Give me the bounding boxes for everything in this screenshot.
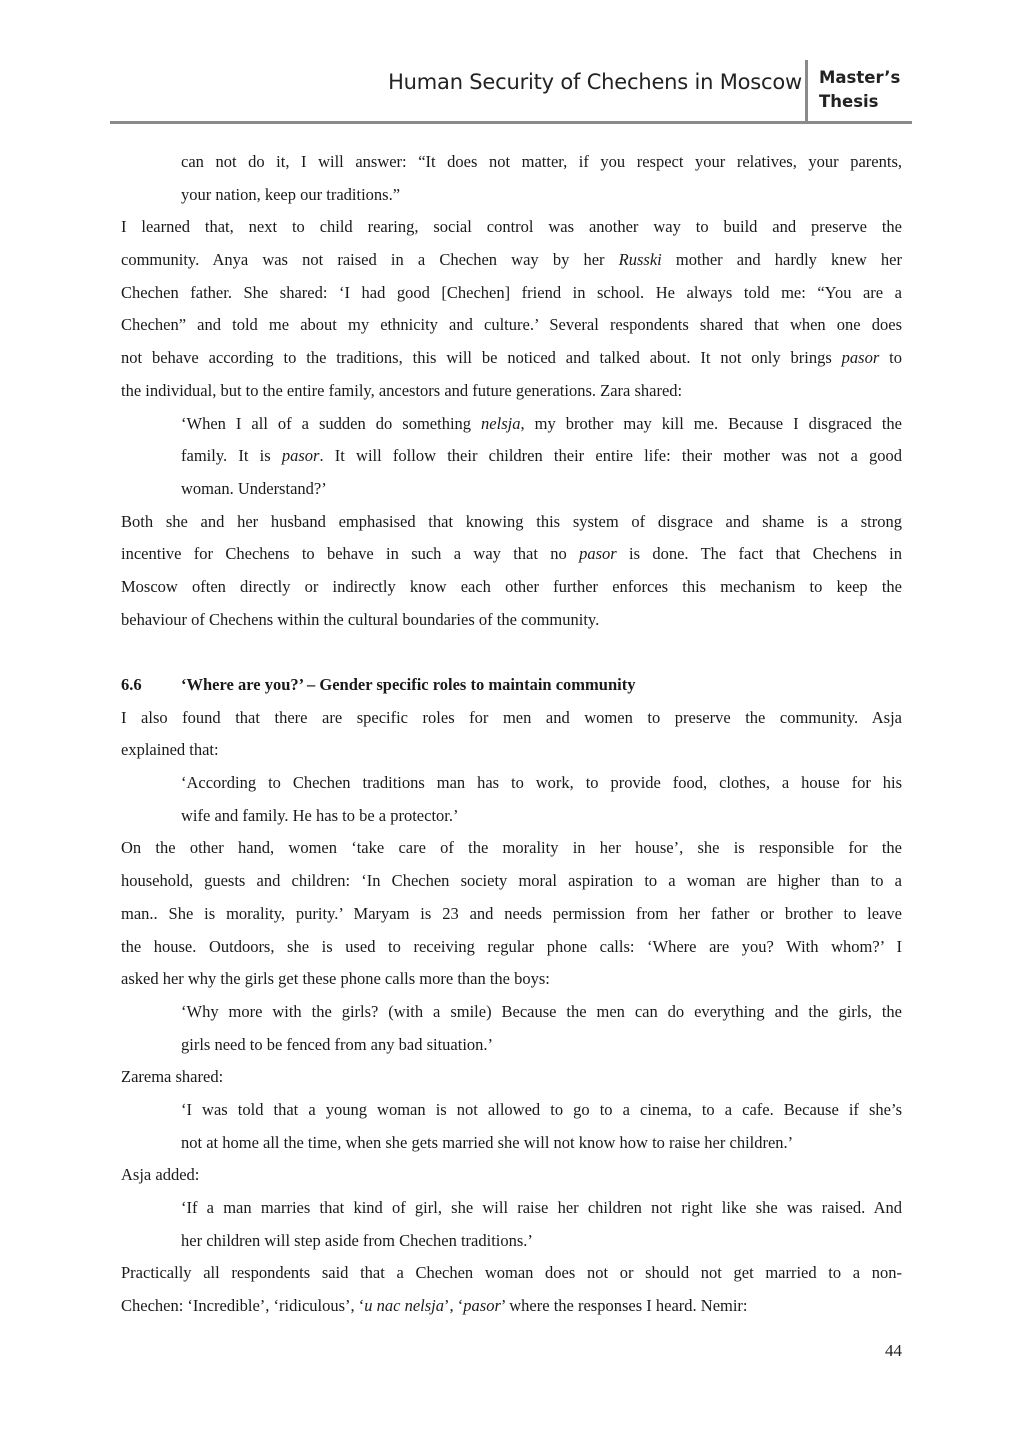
block-quote-line: woman. Understand?’ xyxy=(181,478,327,498)
section-heading xyxy=(121,669,902,702)
section-spacer xyxy=(121,636,902,669)
text-run: community. Anya was not raised in a Chechen way by her xyxy=(121,250,619,270)
paragraph-line: household, guests and children: ‘In Chechen society moral aspiration to a woman are higher than to a xyxy=(121,871,902,891)
text-run: , my brother may kill me. Because I disgraced the xyxy=(520,413,902,433)
page-number: 44 xyxy=(885,1341,902,1360)
paragraph-line: Practically all respondents said that a Chechen woman does not or should not get married to a non- xyxy=(121,1263,902,1283)
paragraph-line xyxy=(121,1290,902,1323)
block-quote-line xyxy=(121,408,902,441)
text-run: to xyxy=(879,348,902,368)
paragraph-line: Chechen” and told me about my ethnicity and culture.’ Several respondents shared that when one does xyxy=(121,315,902,335)
text-run: ’, ‘ xyxy=(444,1296,464,1316)
thesis-label-line1: Master’s xyxy=(819,68,901,87)
block-quote-line: your nation, keep our traditions.” xyxy=(181,184,401,204)
paragraph-line: I also found that there are specific roles for men and women to preserve the community. Asja xyxy=(121,707,902,727)
paragraph-line: On the other hand, women ‘take care of the morality in her house’, she is responsible for the xyxy=(121,838,902,858)
block-quote-line: ‘According to Chechen traditions man has to work, to provide food, clothes, a house for his xyxy=(181,773,902,793)
section-number: 6.6 xyxy=(121,675,142,694)
italic-term: Russki xyxy=(618,250,662,270)
running-title: Human Security of Chechens in Moscow xyxy=(388,70,802,94)
paragraph-line: the individual, but to the entire family, ancestors and future generations. Zara shared: xyxy=(121,380,683,400)
running-header xyxy=(110,60,912,124)
italic-term: pasor xyxy=(841,348,880,368)
italic-term: pasor xyxy=(579,544,617,564)
paragraph-line: man.. She is morality, purity.’ Maryam is 23 and needs permission from her father or brother to leave xyxy=(121,903,902,923)
paragraph-line xyxy=(121,538,902,571)
thesis-label-line2: Thesis xyxy=(819,92,879,111)
body-text xyxy=(121,146,902,1323)
text-run: ’ where the responses I heard. Nemir: xyxy=(500,1296,748,1316)
paragraph-line: asked her why the girls get these phone calls more than the boys: xyxy=(121,969,550,989)
paragraph-line: Moscow often directly or indirectly know each other further enforces this mechanism to keep the xyxy=(121,576,902,596)
text-run: is done. The fact that Chechens in xyxy=(616,544,902,564)
paragraph-line xyxy=(121,342,902,375)
paragraph-line: Asja added: xyxy=(121,1165,200,1185)
text-run: incentive for Chechens to behave in such a way that no xyxy=(121,544,580,564)
block-quote-line: wife and family. He has to be a protector.’ xyxy=(181,805,459,825)
paragraph-line: explained that: xyxy=(121,740,219,760)
paragraph-line: Zarema shared: xyxy=(121,1067,224,1087)
paragraph-line: I learned that, next to child rearing, social control was another way to build and preserve the xyxy=(121,217,902,237)
paragraph-line xyxy=(121,244,902,277)
section-title: ‘Where are you?’ – Gender specific roles to maintain community xyxy=(181,675,636,694)
paragraph-line: Chechen father. She shared: ‘I had good [Chechen] friend in school. He always told me: “You are a xyxy=(121,282,902,302)
text-run: . It will follow their children their entire life: their mother was not a good xyxy=(319,446,902,466)
text-run: ‘When I all of a sudden do something xyxy=(181,413,482,433)
text-run: not behave according to the traditions, this will be noticed and talked about. It not only brings xyxy=(121,348,842,368)
thesis-label xyxy=(819,66,900,114)
block-quote-line: ‘If a man marries that kind of girl, she will raise her children not right like she was raised. And xyxy=(181,1198,902,1217)
header-rule xyxy=(110,121,912,124)
block-quote-line xyxy=(121,440,902,473)
block-quote-line: ‘I was told that a young woman is not allowed to go to a cinema, to a cafe. Because if she’s xyxy=(181,1099,902,1119)
paragraph-line: Both she and her husband emphasised that knowing this system of disgrace and shame is a strong xyxy=(121,511,902,531)
block-quote-line: can not do it, I will answer: “It does not matter, if you respect your relatives, your parents, xyxy=(181,152,902,171)
text-run: mother and hardly knew her xyxy=(661,250,902,270)
text-run: Chechen: ‘Incredible’, ‘ridiculous’, ‘ xyxy=(121,1296,365,1316)
italic-term: nelsja xyxy=(481,413,521,433)
italic-term: u nac nelsja xyxy=(364,1296,445,1316)
block-quote-line: girls need to be fenced from any bad situation.’ xyxy=(181,1034,494,1054)
paragraph-line: the house. Outdoors, she is used to receiving regular phone calls: ‘Where are you? With whom?’ I xyxy=(121,936,902,956)
header-vertical-rule xyxy=(805,60,808,122)
paragraph-line: behaviour of Chechens within the cultural boundaries of the community. xyxy=(121,609,600,629)
block-quote-line: her children will step aside from Chechen traditions.’ xyxy=(181,1230,533,1250)
text-run: family. It is xyxy=(181,446,282,466)
italic-term: pasor xyxy=(463,1296,501,1316)
italic-term: pasor xyxy=(281,446,320,466)
block-quote-line: ‘Why more with the girls? (with a smile) Because the men can do everything and the girls, the xyxy=(181,1001,902,1021)
block-quote-line: not at home all the time, when she gets married she will not know how to raise her children.’ xyxy=(181,1132,794,1152)
